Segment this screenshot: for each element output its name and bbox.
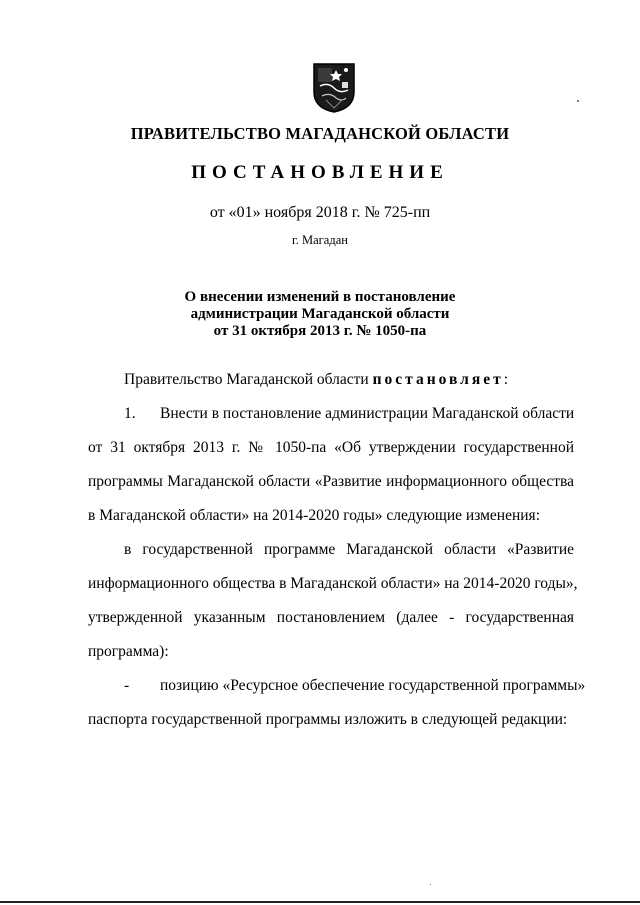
scan-speck (577, 100, 579, 102)
paragraph-number: 1. (124, 405, 136, 422)
subject-line: О внесении изменений в постановление (184, 289, 456, 305)
list-dash: - (124, 677, 130, 694)
paragraph-2-line: утвержденной указанным постановлением (далее - государственная (88, 609, 574, 626)
paragraph-3-line: паспорта государственной программы изложить в следующей редакции: (88, 711, 568, 728)
document-body (88, 366, 586, 733)
paragraph-2-line: в государственной программе Магаданской области «Развитие (124, 541, 574, 558)
document-type: ПОСТАНОВЛЕНИЕ (191, 162, 449, 183)
paragraph-1-line: 1. Внести в постановление администрации Магаданской области (88, 400, 574, 427)
document-city: г. Магадан (292, 233, 348, 247)
paragraph-1-line: от 31 октября 2013 г. № 1050-па «Об утверждении государственной (88, 439, 574, 456)
scan-speck (430, 884, 431, 885)
intro-keyword: постановляет (372, 371, 504, 388)
subject-line: администрации Магаданской области (190, 306, 450, 322)
government-title: ПРАВИТЕЛЬСТВО МАГАДАНСКОЙ ОБЛАСТИ (130, 124, 510, 143)
scan-edge (0, 901, 640, 903)
paragraph-1-line: программы Магаданской области «Развитие информационного общества (88, 473, 574, 490)
paragraph-2-line: информационного общества в Магаданской области» на 2014-2020 годы», (88, 575, 578, 592)
intro-paragraph (88, 366, 574, 393)
coat-of-arms-icon (312, 62, 356, 114)
paragraph-1-line: в Магаданской области» на 2014-2020 годы» следующие изменения: (88, 507, 540, 524)
document-date-number: от «01» ноября 2018 г. № 725-пп (209, 204, 431, 221)
document-subject (0, 289, 640, 340)
paragraph-2-line: программа): (88, 643, 169, 660)
intro-text: Правительство Магаданской области (124, 371, 373, 388)
intro-colon: : (503, 371, 509, 388)
subject-line: от 31 октября 2013 г. № 1050-па (213, 323, 427, 339)
paragraph-3-line: - позицию «Ресурсное обеспечение государственной программы» (88, 672, 574, 699)
